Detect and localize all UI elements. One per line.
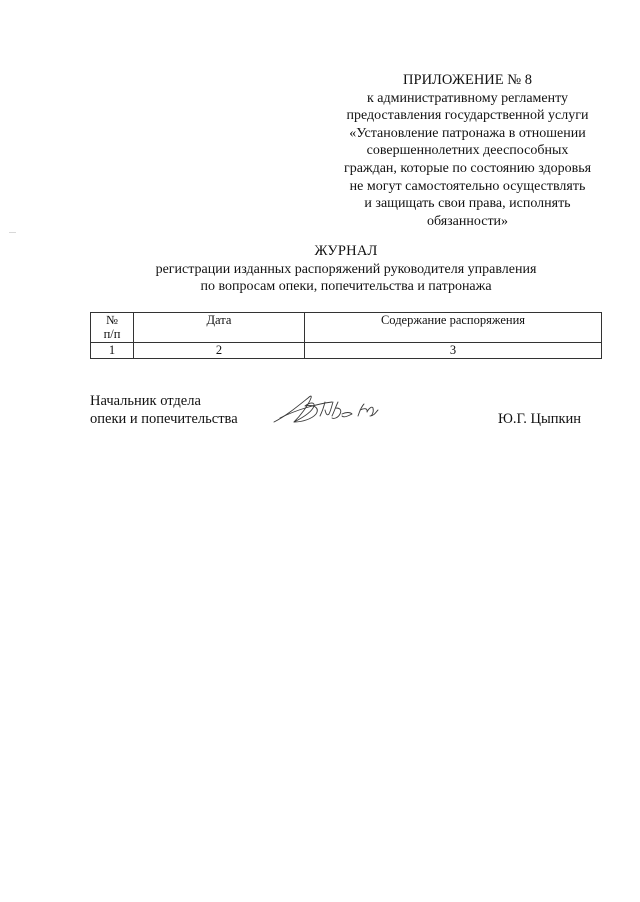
appendix-line: совершеннолетних дееспособных bbox=[366, 143, 569, 159]
table-cell: 2 bbox=[134, 343, 305, 359]
scan-edge-mark bbox=[9, 232, 16, 233]
handwritten-signature bbox=[272, 392, 387, 428]
table-row bbox=[91, 343, 602, 359]
journal-heading bbox=[90, 243, 602, 296]
table-cell: 3 bbox=[305, 343, 602, 359]
position-line: Начальник отдела bbox=[90, 393, 201, 409]
header-cell-date: Дата bbox=[134, 313, 305, 343]
table-cell: 1 bbox=[91, 343, 134, 359]
appendix-line: граждан, которые по состоянию здоровья bbox=[343, 160, 592, 176]
table-header-row bbox=[91, 313, 602, 343]
header-cell-content: Содержание распоряжения bbox=[305, 313, 602, 343]
appendix-line: «Установление патронажа в отношении bbox=[349, 125, 586, 141]
header-cell-number bbox=[91, 313, 134, 343]
appendix-line: предоставления государственной услуги bbox=[346, 108, 589, 124]
register-table bbox=[90, 312, 602, 359]
appendix-line: и защищать свои права, исполнять bbox=[364, 196, 571, 212]
journal-subtitle-line: по вопросам опеки, попечительства и патронажа bbox=[200, 279, 492, 295]
position-line: опеки и попечительства bbox=[90, 411, 238, 427]
appendix-line: не могут самостоятельно осуществлять bbox=[349, 178, 586, 194]
header-number-label: № п/п bbox=[103, 313, 121, 341]
journal-subtitle-line: регистрации изданных распоряжений руководителя управления bbox=[155, 261, 537, 277]
signer-name: Ю.Г. Цыпкин bbox=[498, 411, 582, 427]
appendix-line: обязанности» bbox=[426, 213, 509, 229]
appendix-line: к административному регламенту bbox=[366, 90, 569, 106]
appendix-title: ПРИЛОЖЕНИЕ № 8 bbox=[403, 72, 532, 88]
appendix-header bbox=[330, 72, 605, 230]
journal-title: ЖУРНАЛ bbox=[314, 243, 378, 259]
signature-block bbox=[90, 392, 620, 432]
signer-position bbox=[90, 392, 238, 428]
